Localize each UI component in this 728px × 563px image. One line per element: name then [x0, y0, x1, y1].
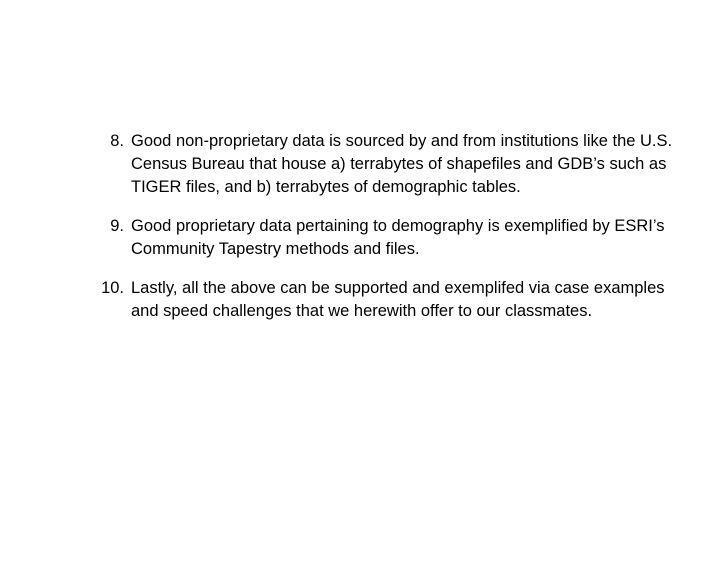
list-item-9	[0, 215, 728, 261]
text-line: TIGER files, and b) terrabytes of demographic tables.	[131, 178, 521, 196]
text-line: Census Bureau that house a) terrabytes of shapefiles and GDB’s such as	[131, 155, 667, 173]
list-item-8	[0, 130, 728, 199]
text-line: Lastly, all the above can be supported and exemplifed via case examples	[131, 279, 665, 297]
list-item-text	[131, 215, 665, 261]
list-item-text	[131, 130, 673, 199]
text-line: Community Tapestry methods and files.	[131, 240, 420, 258]
list-item-text	[131, 277, 665, 323]
text-line: Good non-proprietary data is sourced by and from institutions like the U.S.	[131, 132, 673, 150]
list-number: 9.	[110, 217, 124, 235]
list-number: 8.	[110, 132, 124, 150]
list-number: 10.	[101, 279, 124, 297]
numbered-list	[0, 130, 728, 339]
text-line: and speed challenges that we herewith offer to our classmates.	[131, 302, 593, 320]
text-line: Good proprietary data pertaining to demography is exemplified by ESRI’s	[131, 217, 665, 235]
list-item-10	[0, 277, 728, 323]
